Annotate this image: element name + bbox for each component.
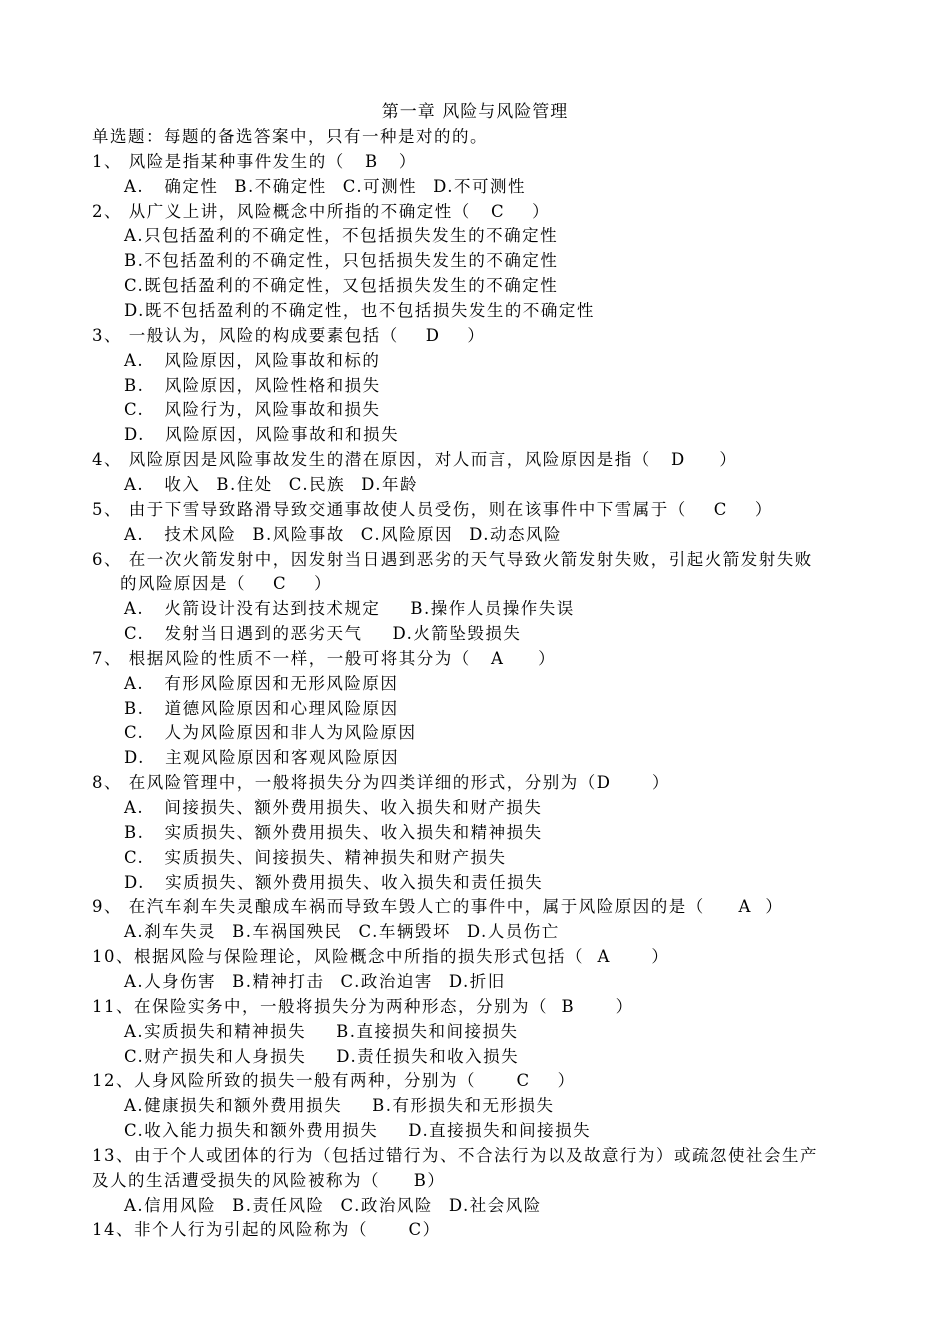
- question-text: 12、人身风险所致的损失一般有两种，分别为（ C ）: [92, 1071, 576, 1091]
- option-text: A. 有形风险原因和无形风险原因: [124, 673, 399, 693]
- option-text: C.车辆毁坏: [358, 922, 451, 942]
- option-text: A. 技术风险: [124, 524, 237, 544]
- question-text: 2、 从广义上讲，风险概念中所指的不确定性（ C ）: [92, 201, 551, 221]
- option-row: [124, 1119, 591, 1143]
- option-text: D. 主观风险原因和客观风险原因: [124, 748, 400, 768]
- question-text: 及人的生活遭受损失的风险被称为（ B）: [92, 1170, 446, 1190]
- option-text: C.民族: [288, 474, 346, 494]
- option-row: [124, 970, 506, 994]
- option-text: A. 收入: [124, 474, 201, 494]
- option-row: [124, 398, 381, 422]
- option-text: A.实质损失和精神损失: [124, 1021, 307, 1041]
- option-text: A.健康损失和额外费用损失: [124, 1096, 343, 1116]
- option-row: [124, 299, 595, 323]
- option-row: [124, 1094, 555, 1118]
- question-text: 6、 在一次火箭发射中，因发射当日遇到恶劣的天气导致火箭发射失败，引起火箭发射失败: [92, 549, 813, 569]
- option-row: [124, 349, 380, 373]
- option-row: [124, 274, 558, 298]
- option-row: [124, 622, 521, 646]
- option-row: [124, 821, 543, 845]
- option-text: D.不可测性: [433, 176, 526, 196]
- option-text: D.年龄: [361, 474, 418, 494]
- option-row: [124, 523, 562, 547]
- option-text: C.既包括盈利的不确定性，又包括损失发生的不确定性: [124, 276, 559, 296]
- option-text: C.可测性: [342, 176, 418, 196]
- option-row: [124, 224, 558, 248]
- question-text: 8、 在风险管理中，一般将损失分为四类详细的形式，分别为（D ）: [92, 773, 670, 793]
- question-text: 9、 在汽车刹车失灵酿成车祸而导致车毁人亡的事件中，属于风险原因的是（ A ）: [92, 897, 784, 917]
- question-text: 13、由于个人或团体的行为（包括过错行为、不合法行为以及故意行为）或疏忽使社会生产: [92, 1145, 818, 1165]
- option-row: [124, 1020, 519, 1044]
- option-row: [124, 721, 417, 745]
- option-row: [124, 597, 575, 621]
- option-text: A.只包括盈利的不确定性，不包括损失发生的不确定性: [124, 226, 559, 246]
- option-text: B.不确定性: [234, 176, 327, 196]
- option-text: D.动态风险: [469, 524, 562, 544]
- option-text: B.风险事故: [252, 524, 345, 544]
- option-text: A. 风险原因，风险事故和标的: [124, 350, 381, 370]
- option-text: C. 人为风险原因和非人为风险原因: [124, 723, 417, 743]
- option-row: [124, 920, 560, 944]
- option-row: [124, 473, 418, 497]
- option-text: A. 火箭设计没有达到技术规定: [124, 599, 381, 619]
- option-text: B. 道德风险原因和心理风险原因: [124, 698, 399, 718]
- option-text: B. 实质损失、额外费用损失、收入损失和精神损失: [124, 822, 543, 842]
- question-text: 11、在保险实务中，一般将损失分为两种形态，分别为（ B ）: [92, 996, 634, 1016]
- option-text: C.财产损失和人身损失: [124, 1046, 307, 1066]
- question-text: 7、 根据风险的性质不一样，一般可将其分为（ A ）: [92, 648, 557, 668]
- option-row: [124, 175, 526, 199]
- option-text: C.收入能力损失和额外费用损失: [124, 1121, 379, 1140]
- option-row: [124, 1194, 542, 1218]
- option-text: A.信用风险: [124, 1195, 217, 1215]
- option-text: B.有形损失和无形损失: [372, 1096, 555, 1116]
- option-text: C. 风险行为，风险事故和损失: [124, 400, 381, 420]
- option-text: C. 实质损失、间接损失、精神损失和财产损失: [124, 847, 507, 867]
- option-text: B.责任风险: [232, 1195, 325, 1215]
- option-text: B.不包括盈利的不确定性，只包括损失发生的不确定性: [124, 251, 559, 271]
- option-text: C.政治迫害: [340, 971, 433, 991]
- question-text: 4、 风险原因是风险事故发生的潜在原因，对人而言，风险原因是指（ D ）: [92, 450, 738, 470]
- option-row: [124, 249, 558, 273]
- option-row: [124, 796, 542, 820]
- option-text: A. 间接损失、额外费用损失、收入损失和财产损失: [124, 798, 543, 817]
- instructions: 单选题：每题的备选答案中，只有一种是对的的。: [92, 127, 488, 146]
- option-text: A.刹车失灵: [124, 922, 217, 942]
- option-text: B.车祸国殃民: [232, 922, 343, 942]
- option-text: D.直接损失和间接损失: [408, 1121, 592, 1140]
- option-text: C. 发射当日遇到的恶劣天气: [124, 624, 363, 643]
- option-text: B. 风险原因，风险性格和损失: [124, 375, 381, 395]
- option-text: A. 确定性: [124, 176, 219, 196]
- question-text: 的风险原因是（ C ）: [120, 574, 333, 594]
- option-text: B.精神打击: [232, 971, 325, 991]
- option-text: D.社会风险: [448, 1195, 542, 1215]
- option-row: [124, 672, 398, 696]
- option-text: D.责任损失和收入损失: [336, 1046, 520, 1066]
- option-text: D.既不包括盈利的不确定性，也不包括损失发生的不确定性: [124, 301, 595, 320]
- option-text: B.住处: [216, 474, 273, 494]
- question-text: 1、 风险是指某种事件发生的（ B ）: [92, 151, 417, 171]
- option-text: D.火箭坠毁损失: [392, 624, 522, 643]
- option-text: C.风险原因: [360, 524, 454, 544]
- question-text: 14、非个人行为引起的风险称为（ C）: [92, 1220, 441, 1240]
- option-text: B.直接损失和间接损失: [336, 1021, 519, 1041]
- option-text: B.操作人员操作失误: [410, 599, 575, 619]
- option-row: [124, 846, 507, 870]
- question-text: 3、 一般认为，风险的构成要素包括（ D ）: [92, 325, 486, 345]
- option-row: [124, 374, 381, 398]
- question-text: 5、 由于下雪导致路滑导致交通事故使人员受伤，则在该事件中下雪属于（ C ）: [92, 499, 773, 519]
- option-row: [124, 423, 399, 447]
- option-text: D.人员伤亡: [466, 922, 560, 942]
- option-row: [124, 746, 399, 770]
- option-text: D. 风险原因，风险事故和和损失: [124, 425, 400, 445]
- option-text: A.人身伤害: [124, 971, 217, 991]
- option-row: [124, 1045, 519, 1069]
- option-row: [124, 697, 399, 721]
- option-text: C.政治风险: [340, 1195, 433, 1215]
- option-text: D.折旧: [448, 971, 506, 991]
- question-text: 10、根据风险与保险理论，风险概念中所指的损失形式包括（ A ）: [92, 947, 670, 967]
- option-text: D. 实质损失、额外费用损失、收入损失和责任损失: [124, 872, 544, 892]
- chapter-title: 第一章 风险与风险管理: [381, 102, 569, 122]
- option-row: [124, 871, 543, 895]
